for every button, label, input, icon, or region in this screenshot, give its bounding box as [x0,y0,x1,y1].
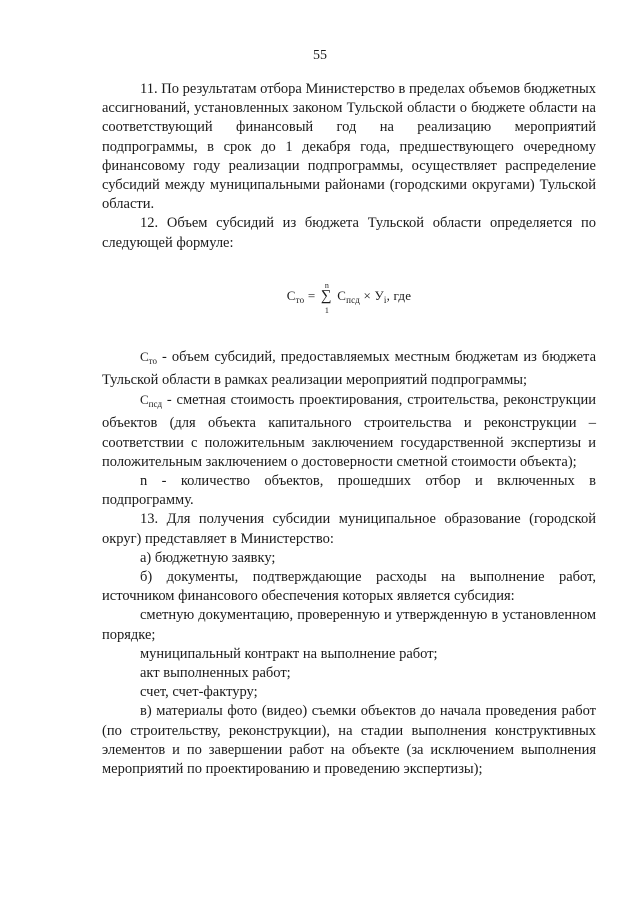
def-cto-text: - объем субсидий, предоставляемых местным бюджетам из бюджета Тульской области в рамках реализации мероприятий подпрограммы; [102,348,596,389]
item-b-estimate: сметную документацию, проверенную и утвержденную в установленном порядке; [102,607,596,643]
def-cto-sub: то [148,355,157,366]
def-cpsd-symbol: С [140,392,149,408]
sum-upper-limit: n [324,280,330,290]
formula-eq: = [307,287,316,303]
def-cpsd-text: - сметная стоимость проектирования, строительства, реконструкции объектов (для объекта капитального строительства и реконструкции – соответствии с положительным заключением государственной экспертизы и положительным заключением о достоверности сметной стоимости объекта); [102,392,596,470]
item-v: в) материалы фото (видео) съемки объектов до начала проведения работ (по строительству, реконструкции), на стадии выполнения конструктивных элементов и по завершении работ на объекте (за исключением выполнения мероприятий по проектированию и проведению экспертизы); [102,703,596,778]
item-b-invoice: счет, счет-фактуру; [140,684,258,701]
formula-term: С [337,287,347,303]
formula-times-sub: i [383,294,387,305]
item-b-contract: муниципальный контракт на выполнение работ; [140,645,438,662]
definition-cto [102,347,596,390]
formula-lhs-sub: то [295,294,305,305]
item-b-act: акт выполненных работ; [140,665,291,682]
sum-lower-limit: 1 [324,305,330,315]
paragraph-11: 11. По результатам отбора Министерство в пределах объемов бюджетных ассигнований, установленных законом Тульской области о бюджете области на соответствующий финансовый год на реализацию мероприятий подпрограммы, в срок до 1 декабря года, предшествующего очередному финансовому году реализации подпрограммы, осуществляет распределение субсидий между муниципальными районами (городскими округами) Тульской области. [102,81,596,213]
paragraph-13: 13. Для получения субсидии муниципальное образование (городской округ) представляет в Министерство: [102,511,596,547]
formula-term-sub: псд [346,294,361,305]
item-b: б) документы, подтверждающие расходы на выполнение работ, источником финансового обеспечения которых является субсидия: [102,569,596,605]
definition-n: n - количество объектов, прошедших отбор и включенных в подпрограмму. [102,473,596,509]
formula-where: , где [386,287,412,303]
subsidy-formula [102,280,596,315]
page-number: 55 [313,48,327,63]
def-cto-symbol: С [140,348,149,364]
formula-lhs: С [286,287,296,303]
definition-cpsd [102,390,596,472]
paragraph-12: 12. Объем субсидий из бюджета Тульской области определяется по следующей формуле: [102,215,596,251]
formula-times: × У [363,287,384,303]
sum-sign: ∑ n 1 [321,287,332,305]
def-cpsd-sub: псд [148,399,163,410]
item-a: а) бюджетную заявку; [140,549,276,566]
document-body [102,80,596,779]
